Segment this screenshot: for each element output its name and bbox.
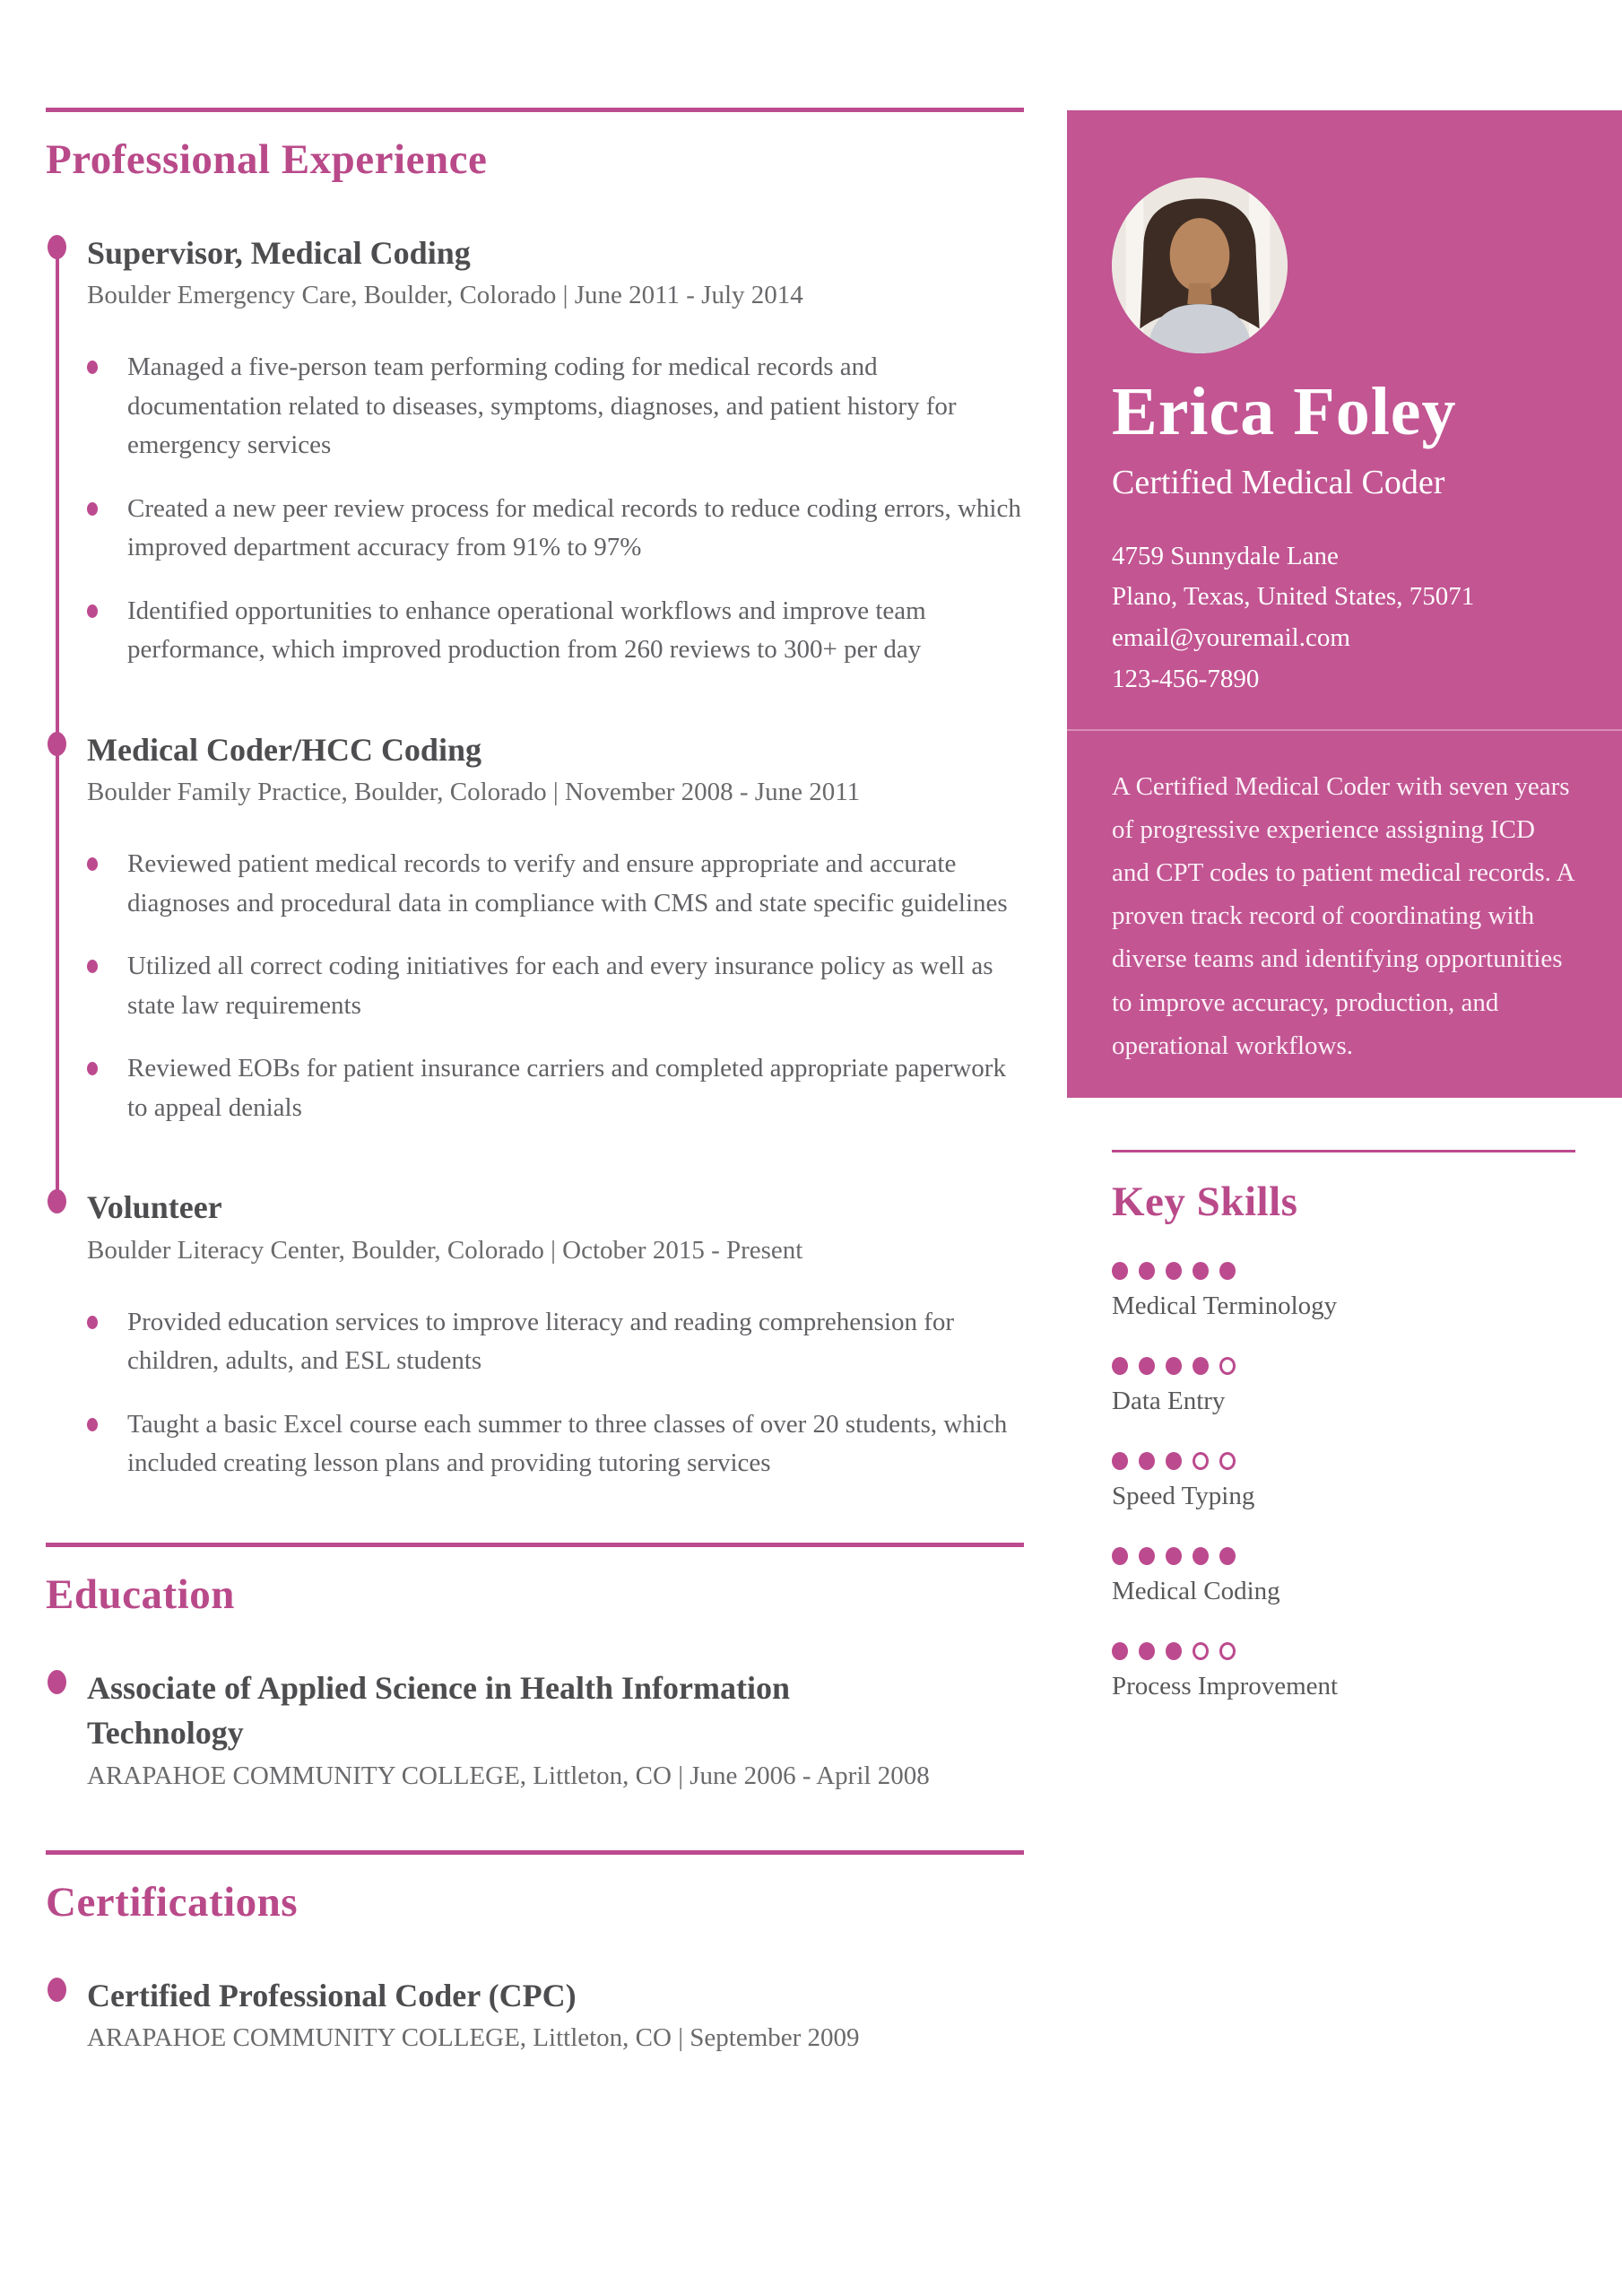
certifications-heading: Certifications — [46, 1878, 299, 1926]
rating-dot-filled-icon — [1139, 1547, 1155, 1565]
rating-dot-filled-icon — [1139, 1642, 1155, 1660]
job-title: Volunteer — [87, 1189, 222, 1226]
key-skills-heading: Key Skills — [1112, 1178, 1298, 1225]
rating-dot-filled-icon — [1112, 1452, 1128, 1470]
job-bullet: Reviewed EOBs for patient insurance carriers and completed appropriate paperwork to appeal denials — [127, 1049, 1024, 1127]
job-bullet: Managed a five-person team performing coding for medical records and documentation related to diseases, symptoms, diagnoses, and patient history for emergency services — [127, 348, 1024, 465]
profile-panel — [1067, 110, 1622, 1098]
job-entry — [46, 727, 1024, 1127]
job-bullet: Provided education services to improve literacy and reading comprehension for children, adults, and ESL students — [127, 1303, 1024, 1381]
skill-item — [1112, 1357, 1622, 1416]
rating-dot-filled-icon — [1139, 1262, 1155, 1280]
skill-label: Speed Typing — [1112, 1481, 1255, 1510]
timeline-dot-icon — [48, 732, 66, 756]
certification-entry — [46, 1973, 1024, 2053]
skill-label: Process Improvement — [1112, 1671, 1339, 1700]
address-line-1: 4759 Sunnydale Lane — [1112, 541, 1339, 570]
job-entry — [46, 230, 1024, 670]
rating-dot-filled-icon — [1139, 1452, 1155, 1470]
person-name: Erica Foley — [1112, 374, 1457, 449]
job-bullet-list — [87, 348, 1024, 670]
timeline-dot-icon — [48, 1189, 66, 1213]
rating-dot-filled-icon — [1166, 1262, 1182, 1280]
skill-item — [1112, 1642, 1622, 1701]
degree-subtitle: ARAPAHOE COMMUNITY COLLEGE, Littleton, CO | June 2006 - April 2008 — [87, 1761, 930, 1790]
rating-dot-empty-icon — [1193, 1642, 1209, 1660]
rating-dot-filled-icon — [1193, 1547, 1209, 1565]
skill-item — [1112, 1547, 1622, 1606]
education-entry — [46, 1665, 1024, 1791]
skill-rating-dots — [1112, 1547, 1622, 1565]
job-bullet: Taught a basic Excel course each summer to three classes of over 20 students, which included creating lesson plans and providing tutoring services — [127, 1405, 1024, 1483]
skill-rating-dots — [1112, 1642, 1622, 1660]
rating-dot-filled-icon — [1112, 1547, 1128, 1565]
sidebar — [1067, 110, 1622, 1701]
contact-block — [1112, 536, 1575, 700]
education-list — [46, 1665, 1024, 1791]
skill-rating-dots — [1112, 1452, 1622, 1470]
rating-dot-filled-icon — [1112, 1642, 1128, 1660]
job-bullet: Utilized all correct coding initiatives for each and every insurance policy as well as state law requirements — [127, 947, 1024, 1025]
skill-rating-dots — [1112, 1262, 1622, 1280]
job-subtitle: Boulder Emergency Care, Boulder, Colorado | June 2011 - July 2014 — [87, 281, 803, 310]
bullet-dot-icon — [48, 1978, 66, 2002]
rating-dot-filled-icon — [1219, 1547, 1236, 1565]
job-bullet: Created a new peer review process for medical records to reduce coding errors, which improved department accuracy from 91% to 97% — [127, 490, 1024, 568]
job-title: Medical Coder/HCC Coding — [87, 731, 481, 768]
skill-label: Data Entry — [1112, 1386, 1226, 1415]
phone-text: 123-456-7890 — [1112, 665, 1260, 694]
job-title: Supervisor, Medical Coding — [87, 235, 471, 272]
skill-label: Medical Terminology — [1112, 1291, 1338, 1320]
rating-dot-empty-icon — [1193, 1452, 1209, 1470]
rating-dot-filled-icon — [1166, 1547, 1182, 1565]
rating-dot-filled-icon — [1219, 1262, 1236, 1280]
profile-photo-image — [1112, 178, 1288, 353]
person-role: Certified Medical Coder — [1112, 464, 1445, 502]
rating-dot-filled-icon — [1112, 1262, 1128, 1280]
rating-dot-filled-icon — [1166, 1357, 1182, 1375]
profile-summary: A Certified Medical Coder with seven years of progressive experience assigning ICD and CPT codes to patient medical records. A proven track record of coordinating with diverse teams and identifying opportunities to improve accuracy, production, and operational workflows. — [1112, 771, 1574, 1060]
experience-timeline — [46, 230, 1024, 1483]
certifications-list — [46, 1973, 1024, 2053]
education-section-rule — [46, 1543, 1024, 1547]
rating-dot-filled-icon — [1139, 1357, 1155, 1375]
bullet-dot-icon — [48, 1670, 66, 1694]
rating-dot-filled-icon — [1166, 1452, 1182, 1470]
skill-item — [1112, 1262, 1622, 1321]
rating-dot-empty-icon — [1219, 1357, 1236, 1375]
panel-divider — [1067, 729, 1622, 731]
certification-title: Certified Professional Coder (CPC) — [87, 1977, 577, 2013]
rating-dot-filled-icon — [1193, 1262, 1209, 1280]
key-skills-section — [1067, 1150, 1622, 1701]
degree-title: Associate of Applied Science in Health Information Technology — [87, 1669, 790, 1752]
profile-photo — [1112, 178, 1288, 353]
rating-dot-filled-icon — [1193, 1357, 1209, 1375]
job-entry — [46, 1185, 1024, 1483]
job-subtitle: Boulder Family Practice, Boulder, Colorado | November 2008 - June 2011 — [87, 778, 861, 807]
experience-heading: Professional Experience — [46, 136, 488, 183]
job-subtitle: Boulder Literacy Center, Boulder, Colorado | October 2015 - Present — [87, 1235, 803, 1265]
email-text: email@youremail.com — [1112, 623, 1350, 653]
skill-label: Medical Coding — [1112, 1576, 1280, 1605]
key-skills-rule — [1112, 1150, 1575, 1152]
rating-dot-filled-icon — [1112, 1357, 1128, 1375]
job-bullet: Identified opportunities to enhance operational workflows and improve team performance, which improved production from 260 reviews to 300+ per day — [127, 592, 1024, 670]
certification-subtitle: ARAPAHOE COMMUNITY COLLEGE, Littleton, CO | September 2009 — [87, 2022, 860, 2052]
address-line-2: Plano, Texas, United States, 75071 — [1112, 582, 1475, 612]
rating-dot-filled-icon — [1166, 1642, 1182, 1660]
timeline-dot-icon — [48, 235, 66, 259]
experience-section-rule — [46, 108, 1024, 112]
job-bullet-list — [87, 1303, 1024, 1483]
certifications-section-rule — [46, 1850, 1024, 1855]
education-heading: Education — [46, 1570, 235, 1618]
main-column — [46, 0, 1024, 2053]
rating-dot-empty-icon — [1219, 1452, 1236, 1470]
rating-dot-empty-icon — [1219, 1642, 1236, 1660]
skill-rating-dots — [1112, 1357, 1622, 1375]
skill-item — [1112, 1452, 1622, 1511]
job-bullet: Reviewed patient medical records to verify and ensure appropriate and accurate diagnoses and procedural data in compliance with CMS and state specific guidelines — [127, 845, 1024, 923]
job-bullet-list — [87, 845, 1024, 1127]
